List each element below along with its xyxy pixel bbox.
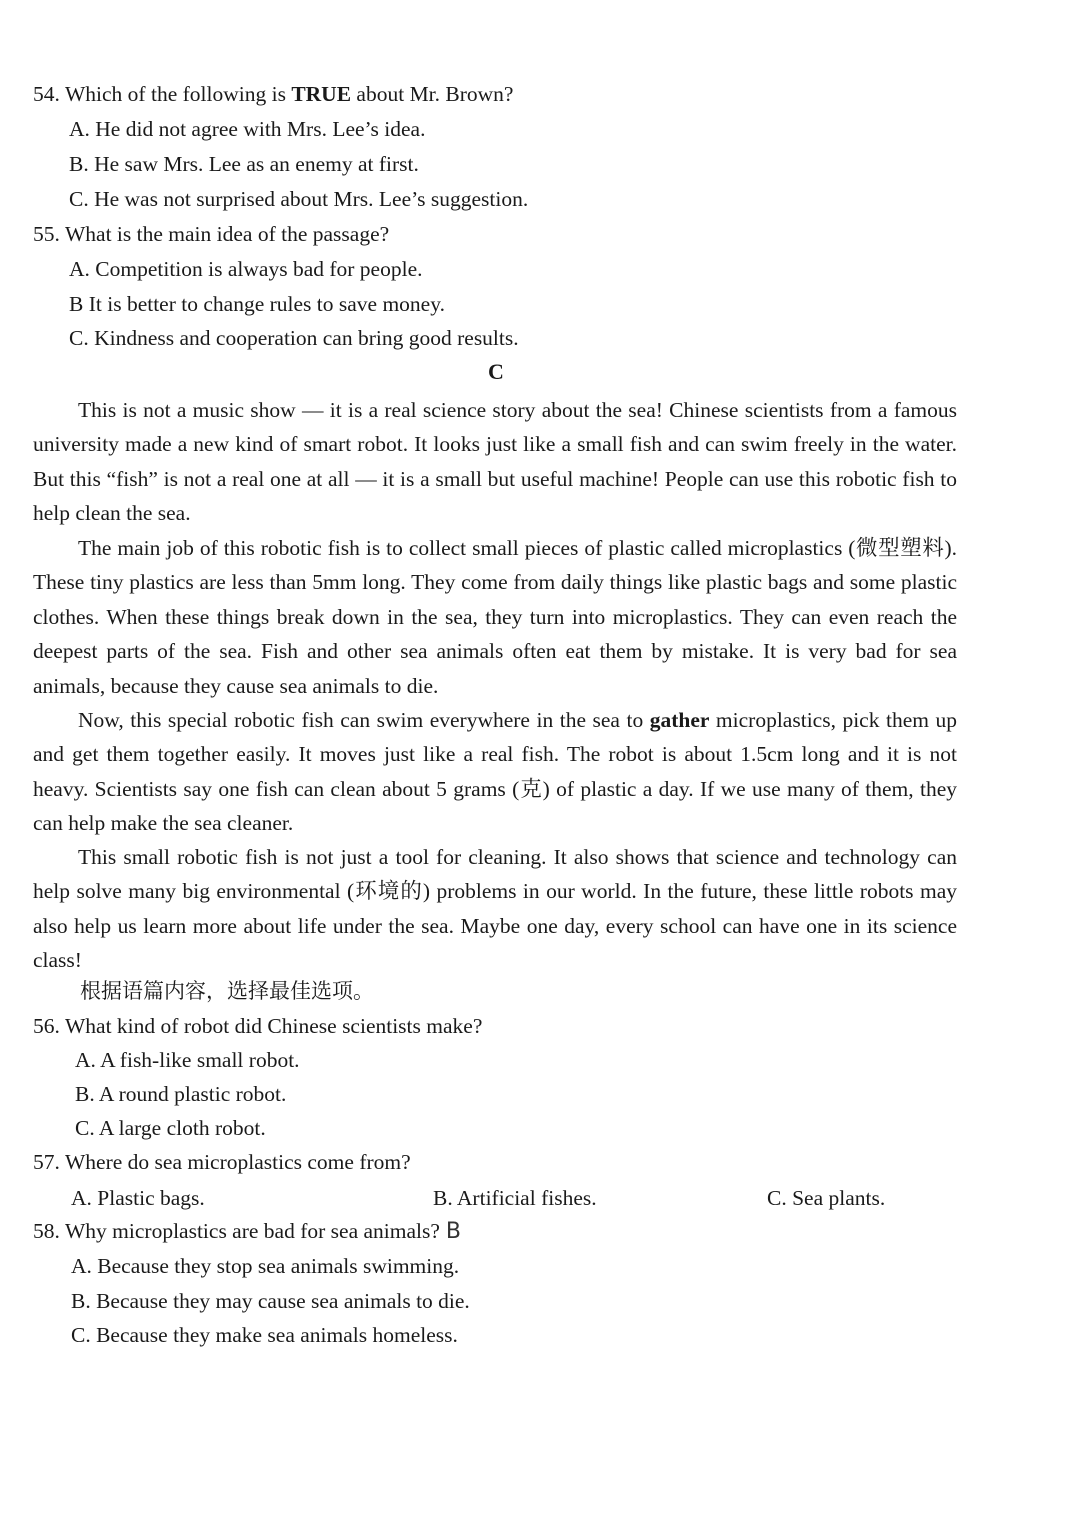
option-58-a: A. Because they stop sea animals swimming. <box>71 1254 460 1278</box>
option-56-b: B. A round plastic robot. <box>75 1082 287 1106</box>
option-55-b: B It is better to change rules to save money. <box>69 292 445 316</box>
paragraph-text: microplastics, pick them up and get them together easily. It moves just like a real fish. The robot is about 1.5cm long and it is not heavy. Scientists say one fish can clean about 5 grams (克) of plastic a day. If we use many of them, they can help make the sea cleaner. <box>33 708 957 836</box>
paragraph-text: This small robotic fish is not just a tool for cleaning. It also shows that science and technology can help solve many big environmental (环境的) problems in our world. In the future, these little robots may also help us learn more about life under the sea. Maybe one day, every school can have one in its science class! <box>33 845 957 973</box>
option-58-b: B. Because they may cause sea animals to die. <box>71 1289 470 1313</box>
paragraph-text: This is not a music show — it is a real science story about the sea! Chinese scientists from a famous university made a new kind of smart robot. It looks just like a small fish and can swim freely in the water. But this “fish” is not a real one at all — it is a small but useful machine! People can use this robotic fish to help clean the sea. <box>33 398 957 526</box>
question-55 <box>33 220 389 248</box>
option-54-c: C. He was not surprised about Mrs. Lee’s suggestion. <box>69 187 529 211</box>
option-55-a: A. Competition is always bad for people. <box>69 257 423 281</box>
question-number: 55. <box>33 222 60 246</box>
handwritten-answer: B <box>445 1219 461 1244</box>
option-56-c: C. A large cloth robot. <box>75 1116 266 1140</box>
paragraph-text: The main job of this robotic fish is to collect small pieces of plastic called microplastics (微型塑料). These tiny plastics are less than 5mm long. They come from daily things like plastic bags and some plastic clothes. When these things break down in the sea, they turn into microplastics. They can even reach the deepest parts of the sea. Fish and other sea animals often eat them by mistake. It is very bad for sea animals, because they cause sea animals to die. <box>33 536 957 698</box>
passage-paragraph-1 <box>33 393 957 531</box>
option-57-b: B. Artificial fishes. <box>433 1186 597 1210</box>
question-stem: What kind of robot did Chinese scientists make? <box>65 1014 483 1038</box>
option-55-c: C. Kindness and cooperation can bring good results. <box>69 326 519 350</box>
section-heading: C <box>488 359 504 384</box>
instruction-text: 根据语篇内容，选择最佳选项。 <box>80 979 374 1003</box>
question-number: 57. <box>33 1150 60 1174</box>
question-stem: Which of the following is <box>65 82 292 106</box>
option-57-c: C. Sea plants. <box>767 1186 886 1210</box>
question-number: 56. <box>33 1014 60 1038</box>
question-number: 54. <box>33 82 60 106</box>
question-57 <box>33 1148 411 1176</box>
question-54 <box>33 80 513 108</box>
question-58 <box>33 1217 461 1246</box>
question-stem: What is the main idea of the passage? <box>65 222 390 246</box>
option-54-b: B. He saw Mrs. Lee as an enemy at first. <box>69 152 419 176</box>
paragraph-text: Now, this special robotic fish can swim everywhere in the sea to <box>78 708 650 732</box>
question-stem: Why microplastics are bad for sea animals? <box>65 1219 440 1243</box>
option-57-a: A. Plastic bags. <box>71 1186 205 1210</box>
option-56-a: A. A fish-like small robot. <box>75 1048 300 1072</box>
question-stem-bold: TRUE <box>291 82 352 106</box>
bold-word: gather <box>649 708 710 732</box>
passage-paragraph-3 <box>33 703 957 841</box>
passage-paragraph-4 <box>33 840 957 978</box>
question-number: 58. <box>33 1219 60 1243</box>
option-58-c: C. Because they make sea animals homeless. <box>71 1323 458 1347</box>
question-stem: about Mr. Brown? <box>351 82 514 106</box>
question-56 <box>33 1012 482 1040</box>
question-stem: Where do sea microplastics come from? <box>65 1150 411 1174</box>
passage-paragraph-2 <box>33 531 957 703</box>
option-54-a: A. He did not agree with Mrs. Lee’s idea. <box>69 117 426 141</box>
